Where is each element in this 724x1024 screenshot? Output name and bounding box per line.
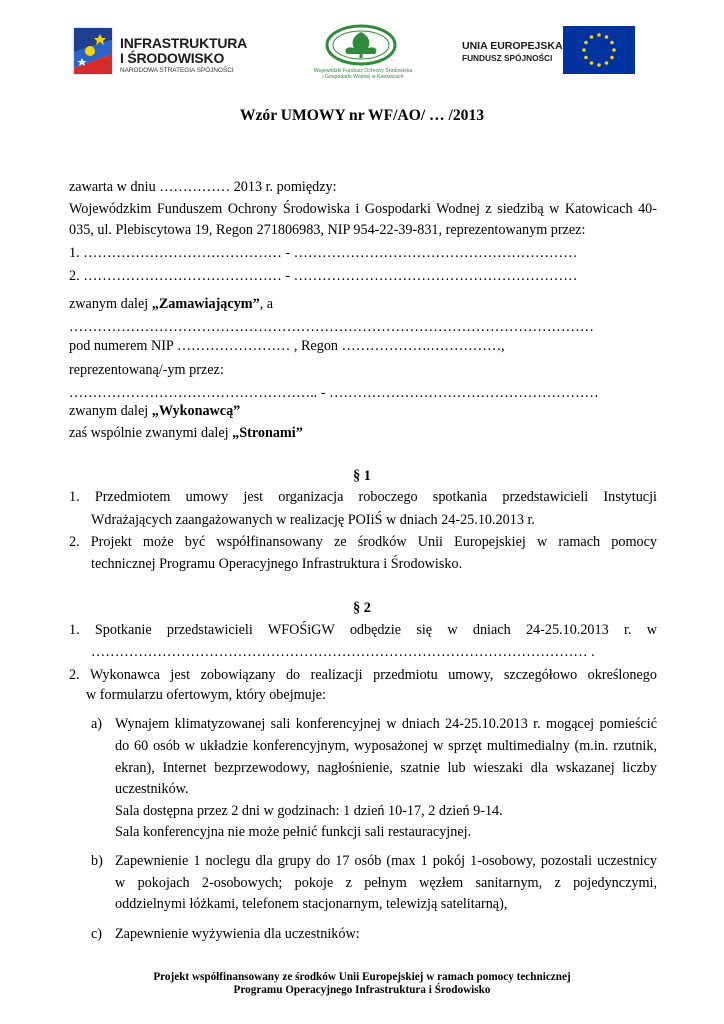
- section-2-heading: § 2: [353, 600, 371, 616]
- list-c-marker: c): [91, 926, 103, 942]
- wfosigw-name-line-2: i Gospodarki Wodnej w Katowicach: [322, 74, 404, 80]
- footer-line-2: Programu Operacyjnego Infrastruktura i Środowisko: [233, 984, 491, 996]
- wykonawca-prefix: zwanym dalej: [69, 403, 152, 419]
- infrastruktura-subtitle: NARODOWA STRATEGIA SPÓJNOŚCI: [120, 67, 234, 74]
- list-a-line6: Sala konferencyjna nie może pełnić funkcji sali restauracyjnej.: [115, 824, 472, 840]
- list-b-line1: Zapewnienie 1 noclegu dla grupy do 17 osób (max 1 pokój 1-osobowy, pozostali uczestnicy: [115, 853, 657, 869]
- strony-prefix: zaś wspólnie zwanymi dalej: [69, 425, 233, 441]
- zamawiajacy-line: [69, 295, 273, 314]
- s1-item2-line2: technicznej Programu Operacyjnego Infrastruktura i Środowisko.: [91, 556, 463, 572]
- strony-line: [69, 424, 303, 443]
- infrastruktura-title-2: I ŚRODOWISKO: [120, 50, 225, 66]
- wykonawca-term: „Wykonawcą”: [151, 403, 241, 419]
- wfosigw-seal-icon: [323, 24, 399, 66]
- contract-date-line: zawarta w dniu …………… 2013 r. pomiędzy:: [69, 179, 337, 195]
- s2-item1-line2: …………………………………………………………………………………………… .: [91, 644, 595, 660]
- s2-item2-line1: 2. Wykonawca jest zobowiązany do realizacji przedmiotu umowy, szczegółowo określonego: [69, 667, 657, 683]
- party2-representation-label: reprezentowaną/-ym przez:: [69, 362, 224, 378]
- wfosigw-name-line-1: Wojewódzki Fundusz Ochrony Środowiska: [313, 68, 413, 74]
- list-a-line4: uczestników.: [115, 781, 189, 797]
- s1-item1-line2: Wdrażających zaangażowanych w realizację POIiŚ w dniach 24-25.10.2013 r.: [91, 512, 535, 528]
- s1-item2-line1: 2. Projekt może być współfinansowany ze środków Unii Europejskiej w ramach pomocy: [69, 534, 657, 550]
- party2-representative-line: …………………………………………….. - …………………………………………………: [69, 385, 599, 401]
- s2-item2-line2: w formularzu ofertowym, który obejmuje:: [86, 687, 326, 703]
- list-b-line2: w pokojach 2-osobowych; pokoje z pełnym węzłem sanitarnym, z pojedynczymi,: [115, 875, 657, 891]
- document-title: Wzór UMOWY nr WF/AO/ … /2013: [239, 107, 485, 124]
- representative-2-line: 2. …………………………………… - ……………………………………………………: [69, 268, 578, 284]
- infrastruktura-logo: [70, 24, 248, 80]
- representative-1-line: 1. …………………………………… - ……………………………………………………: [69, 245, 578, 261]
- footer-line-1: Projekt współfinansowany ze środków Unii Europejskiej w ramach pomocy technicznej: [153, 971, 571, 983]
- s2-item1-line1: 1. Spotkanie przedstawicieli WFOŚiGW odbędzie się w dniach 24-25.10.2013 r. w: [69, 622, 657, 638]
- list-a-line3: ekran), Internet bezprzewodowy, nagłośnienie, szatnie lub wieszaki dla wskazanej liczby: [115, 760, 657, 776]
- zamawiajacy-prefix: zwanym dalej: [69, 296, 152, 312]
- eu-flag-icon: [563, 26, 635, 74]
- zamawiajacy-term: „Zamawiającym”: [151, 296, 260, 312]
- party2-nip-line: pod numerem NIP …………………… , Regon ……………….……………,: [69, 338, 505, 354]
- list-a-line5: Sala dostępna przez 2 dni w godzinach: 1 dzień 10-17, 2 dzień 9-14.: [115, 803, 503, 819]
- list-c-line1: Zapewnienie wyżywienia dla uczestników:: [115, 926, 360, 942]
- list-b-marker: b): [91, 853, 103, 869]
- list-b-line3: oddzielnymi łóżkami, telefonem stacjonarnym, telewizją satelitarną),: [115, 896, 508, 912]
- nss-emblem-icon: [70, 24, 116, 78]
- zamawiajacy-suffix: , a: [259, 296, 274, 312]
- ue-subtitle: FUNDUSZ SPÓJNOŚCI: [462, 53, 553, 63]
- s1-item1-line1: 1. Przedmiotem umowy jest organizacja roboczego spotkania przedstawicieli Instytucji: [69, 489, 657, 505]
- party2-dots-line: …………………………………………………………………………………………………: [69, 319, 594, 335]
- list-a-marker: a): [91, 716, 103, 732]
- wykonawca-line: [69, 402, 240, 421]
- ue-title: UNIA EUROPEJSKA: [462, 40, 563, 52]
- ue-fundusz-logo: [462, 30, 642, 80]
- list-a-line2: do 60 osób w układzie konferencyjnym, wyposażonej w sprzęt multimedialny (m.in. rzutnik,: [115, 738, 657, 754]
- list-a-line1: Wynajem klimatyzowanej sali konferencyjnej w dniach 24-25.10.2013 r. mogącej pomieścić: [115, 716, 657, 732]
- strony-term: „Stronami”: [232, 425, 303, 441]
- party1-name-line: Wojewódzkim Funduszem Ochrony Środowiska i Gospodarki Wodnej z siedzibą w Katowicach 40-: [69, 201, 657, 217]
- infrastruktura-title-1: INFRASTRUKTURA: [120, 35, 248, 51]
- section-1-heading: § 1: [353, 468, 371, 484]
- wfosigw-logo: [298, 22, 428, 82]
- party1-address-line: 035, ul. Plebiscytowa 19, Regon 271806983, NIP 954-22-39-831, reprezentowanym przez:: [69, 222, 586, 238]
